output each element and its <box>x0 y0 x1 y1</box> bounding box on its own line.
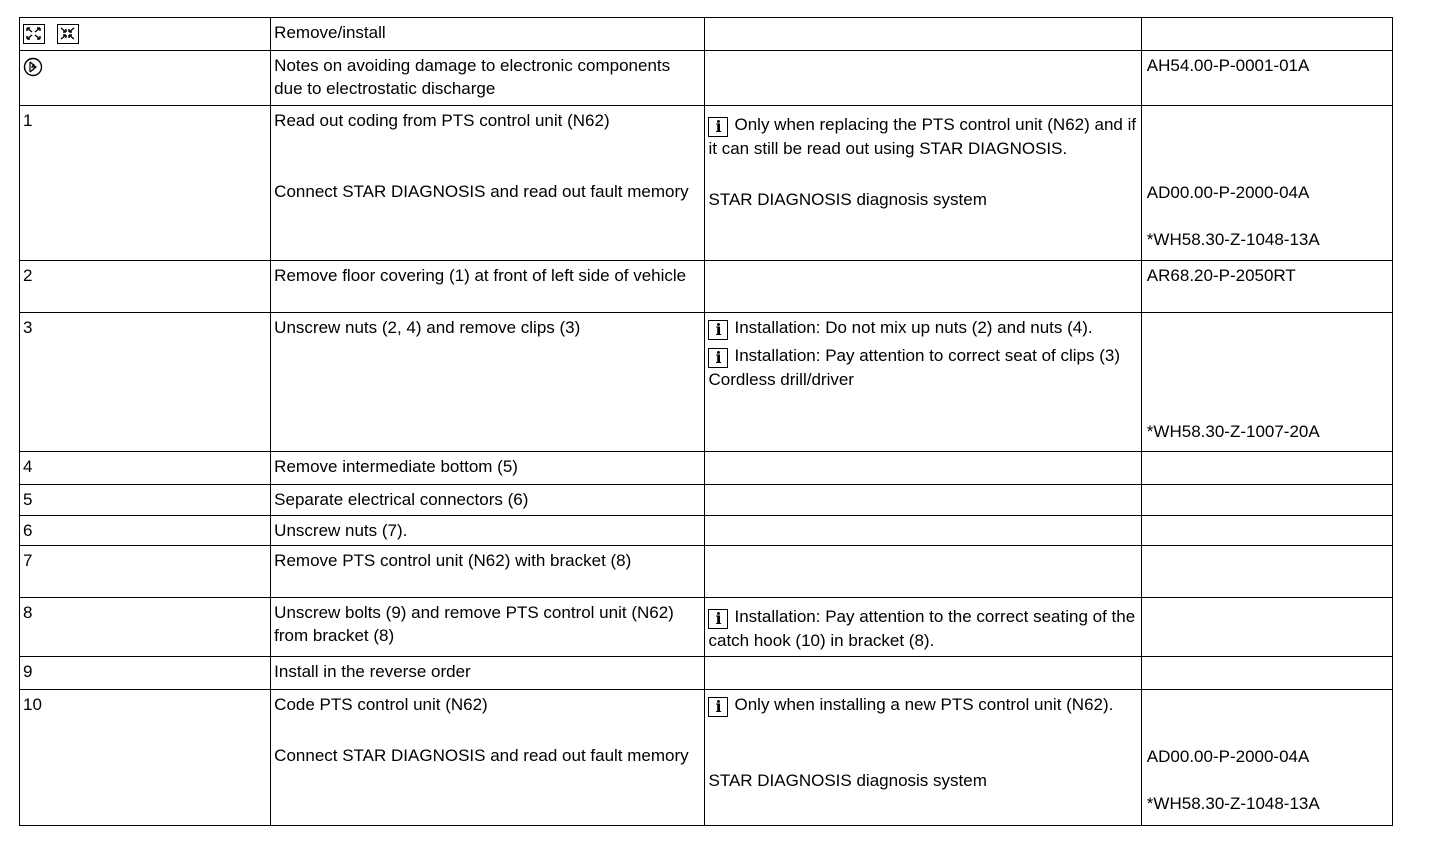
doc-reference-link[interactable]: AR68.20-P-2050RT <box>1141 261 1392 313</box>
procedure-table <box>19 17 1393 826</box>
electrostatic-warning-icon <box>23 57 43 77</box>
expand-icon <box>23 24 45 44</box>
table-row <box>20 261 1393 313</box>
step-text: Read out coding from PTS control unit (N62) <box>274 111 610 130</box>
step-text: Code PTS control unit (N62) <box>274 695 488 714</box>
step-number: 7 <box>20 546 271 598</box>
step-number: 6 <box>20 516 271 546</box>
step-number: 9 <box>20 657 271 690</box>
step-text: Unscrew bolts (9) and remove PTS control unit (N62) from bracket (8) <box>271 598 705 657</box>
step-number: 3 <box>20 313 271 452</box>
tool-reference-link[interactable]: *WH58.30-Z-1048-13A <box>1146 794 1320 813</box>
step-number: 1 <box>20 106 271 261</box>
table-row <box>20 690 1393 826</box>
step-text: Remove intermediate bottom (5) <box>271 452 705 485</box>
step-text: Unscrew nuts (2, 4) and remove clips (3) <box>271 313 705 452</box>
step-number: 4 <box>20 452 271 485</box>
table-row <box>20 546 1393 598</box>
esd-notes-text: Notes on avoiding damage to electronic components due to electrostatic discharge <box>271 51 705 106</box>
info-icon: i <box>708 320 728 340</box>
table-row <box>20 51 1393 106</box>
doc-reference-link[interactable]: AD00.00-P-2000-04A <box>1146 747 1310 766</box>
table-row <box>20 516 1393 546</box>
info-icon: i <box>708 609 728 629</box>
tool-name: Cordless drill/driver <box>708 370 854 389</box>
step-text: Unscrew nuts (7). <box>271 516 705 546</box>
step-text: Separate electrical connectors (6) <box>271 485 705 516</box>
step-number: 2 <box>20 261 271 313</box>
tool-reference-link[interactable]: *WH58.30-Z-1048-13A <box>1146 230 1320 249</box>
step-text: Install in the reverse order <box>271 657 705 690</box>
doc-reference-link[interactable]: AH54.00-P-0001-01A <box>1141 51 1392 106</box>
tool-reference-link[interactable]: *WH58.30-Z-1007-20A <box>1146 422 1320 441</box>
tool-name: STAR DIAGNOSIS diagnosis system <box>708 190 987 209</box>
table-row <box>20 657 1393 690</box>
step-number: 5 <box>20 485 271 516</box>
header-label: Remove/install <box>271 18 705 51</box>
step-number: 10 <box>20 690 271 826</box>
table-row <box>20 452 1393 485</box>
info-icon: i <box>708 117 728 137</box>
table-row <box>20 106 1393 261</box>
step-note: Only when installing a new PTS control unit (N62). <box>734 695 1114 714</box>
table-row <box>20 598 1393 657</box>
info-icon: i <box>708 348 728 368</box>
doc-reference-link[interactable]: AD00.00-P-2000-04A <box>1146 183 1310 202</box>
procedure-document <box>19 17 1393 826</box>
tool-name: STAR DIAGNOSIS diagnosis system <box>708 771 987 790</box>
installation-note: Installation: Pay attention to the correct seating of the catch hook (10) in bracket (8). <box>708 607 1136 650</box>
step-text: Remove PTS control unit (N62) with bracket (8) <box>271 546 705 598</box>
step-subtext: Connect STAR DIAGNOSIS and read out fault memory <box>274 182 689 201</box>
table-row <box>20 313 1393 452</box>
step-note: Only when replacing the PTS control unit (N62) and if it can still be read out using STAR DIAGNOSIS. <box>708 115 1137 158</box>
table-row <box>20 485 1393 516</box>
table-row <box>20 18 1393 51</box>
installation-note: Installation: Do not mix up nuts (2) and nuts (4). <box>734 318 1093 337</box>
collapse-icon <box>57 24 79 44</box>
installation-note: Installation: Pay attention to correct seat of clips (3) <box>734 346 1121 365</box>
step-text: Remove floor covering (1) at front of left side of vehicle <box>271 261 705 313</box>
step-number: 8 <box>20 598 271 657</box>
info-icon: i <box>708 697 728 717</box>
step-subtext: Connect STAR DIAGNOSIS and read out fault memory <box>274 746 689 765</box>
